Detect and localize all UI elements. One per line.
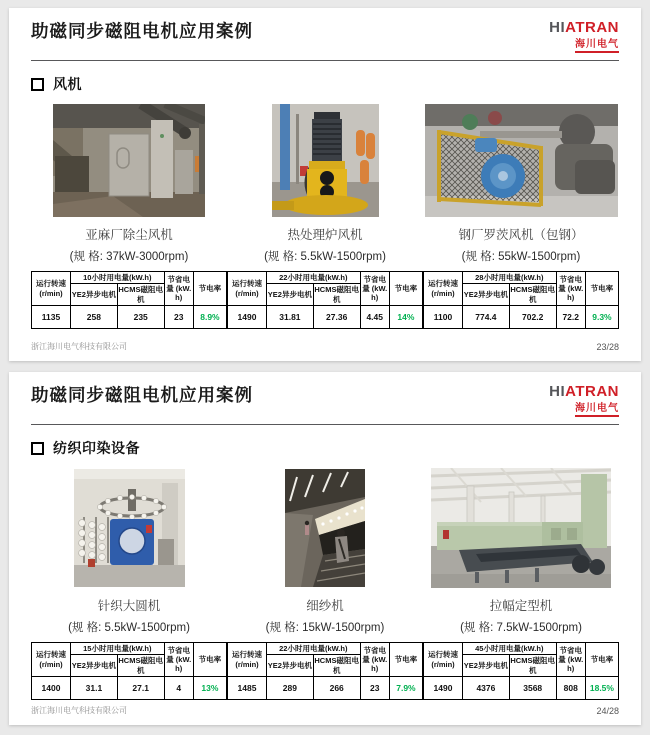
col-hcms: HCMS磁阻电机 bbox=[314, 285, 359, 304]
page-number: 24/28 bbox=[596, 706, 619, 716]
value-ye2: 31.1 bbox=[71, 677, 118, 700]
col-speed: 运行转速 (r/min) bbox=[32, 643, 71, 677]
col-usage: 10小时用电量(kW.h) bbox=[71, 272, 165, 284]
value-ye2: 258 bbox=[71, 306, 118, 329]
page-title: 助磁同步磁阻电机应用案例 bbox=[31, 21, 253, 41]
case-roots-blower bbox=[423, 104, 619, 329]
energy-saving-table bbox=[31, 271, 227, 329]
photo-circular-knitting-machine bbox=[74, 469, 185, 587]
hiatran-logo bbox=[549, 20, 619, 53]
square-bullet-icon bbox=[31, 78, 44, 91]
photo-roots-blower bbox=[425, 104, 618, 217]
value-saving: 23 bbox=[164, 306, 193, 329]
col-rate: 节电率 bbox=[585, 272, 618, 306]
value-ye2: 4376 bbox=[463, 677, 510, 700]
photo-frame bbox=[431, 468, 611, 588]
case-title: 钢厂罗茨风机（包钢） bbox=[458, 228, 584, 242]
col-usage: 45小时用电量(kW.h) bbox=[463, 643, 557, 655]
value-saving: 808 bbox=[556, 677, 585, 700]
case-stenter-machine bbox=[423, 468, 619, 700]
value-saving: 23 bbox=[360, 677, 389, 700]
value-hcms: 27.1 bbox=[117, 677, 164, 700]
case-title: 细纱机 bbox=[306, 599, 344, 613]
case-spec: (规 格: 5.5kW-1500rpm) bbox=[68, 622, 190, 634]
case-dust-collector-fan bbox=[31, 104, 227, 329]
case-row bbox=[31, 468, 619, 700]
col-saving: 节省电量 (kW.h) bbox=[360, 643, 389, 677]
table-row bbox=[424, 306, 619, 329]
value-speed: 1400 bbox=[32, 677, 71, 700]
col-rate: 节电率 bbox=[389, 643, 422, 677]
value-hcms: 235 bbox=[117, 306, 164, 329]
col-saving: 节省电量 (kW.h) bbox=[164, 643, 193, 677]
photo-stenter-machine bbox=[431, 468, 611, 588]
col-ye2: YE2异步电机 bbox=[71, 655, 118, 677]
table-row bbox=[424, 677, 619, 700]
col-saving: 节省电量 (kW.h) bbox=[556, 643, 585, 677]
photo-frame bbox=[272, 104, 379, 217]
energy-saving-table bbox=[227, 271, 423, 329]
value-rate: 9.3% bbox=[585, 306, 618, 329]
col-hcms: HCMS磁阻电机 bbox=[118, 285, 163, 304]
value-hcms: 702.2 bbox=[509, 306, 556, 329]
case-title: 拉幅定型机 bbox=[489, 599, 553, 613]
value-saving: 4.45 bbox=[360, 306, 389, 329]
value-speed: 1485 bbox=[228, 677, 267, 700]
page-number: 23/28 bbox=[596, 342, 619, 352]
photo-spinning-frame bbox=[285, 469, 365, 587]
case-row bbox=[31, 104, 619, 329]
col-ye2: YE2异步电机 bbox=[463, 655, 510, 677]
col-usage: 22小时用电量(kW.h) bbox=[267, 643, 361, 655]
photo-heat-treatment-furnace-fan bbox=[272, 104, 379, 217]
case-furnace-fan bbox=[227, 104, 423, 329]
slide-header bbox=[31, 8, 619, 53]
photo-frame bbox=[53, 104, 205, 217]
case-spec: (规 格: 37kW-3000rpm) bbox=[69, 251, 189, 263]
value-speed: 1135 bbox=[32, 306, 71, 329]
value-ye2: 31.81 bbox=[267, 306, 314, 329]
col-speed: 运行转速 (r/min) bbox=[228, 643, 267, 677]
slide-textile-applications bbox=[9, 372, 641, 725]
col-usage: 22小时用电量(kW.h) bbox=[267, 272, 361, 284]
col-speed: 运行转速 (r/min) bbox=[228, 272, 267, 306]
col-usage: 28小时用电量(kW.h) bbox=[463, 272, 557, 284]
col-ye2: YE2异步电机 bbox=[71, 284, 118, 306]
col-hcms: HCMS磁阻电机 bbox=[314, 656, 359, 675]
col-ye2: YE2异步电机 bbox=[267, 284, 314, 306]
hiatran-logo-subtitle: 海川电气 bbox=[575, 404, 619, 417]
section-heading-textile: 纺织印染设备 bbox=[31, 438, 619, 458]
value-ye2: 774.4 bbox=[463, 306, 510, 329]
case-spec: (规 格: 5.5kW-1500rpm) bbox=[264, 251, 386, 263]
square-bullet-icon bbox=[31, 442, 44, 455]
company-name: 浙江海川电气科技有限公司 bbox=[31, 706, 127, 715]
value-saving: 72.2 bbox=[556, 306, 585, 329]
col-speed: 运行转速 (r/min) bbox=[424, 643, 463, 677]
photo-frame bbox=[285, 468, 365, 588]
header-divider bbox=[31, 60, 619, 61]
value-ye2: 289 bbox=[267, 677, 314, 700]
col-rate: 节电率 bbox=[389, 272, 422, 306]
col-rate: 节电率 bbox=[193, 643, 226, 677]
col-rate: 节电率 bbox=[193, 272, 226, 306]
photo-frame bbox=[425, 104, 618, 217]
header-divider bbox=[31, 424, 619, 425]
slide-footer bbox=[31, 341, 619, 352]
col-saving: 节省电量 (kW.h) bbox=[556, 272, 585, 306]
col-ye2: YE2异步电机 bbox=[267, 655, 314, 677]
case-title: 热处理炉风机 bbox=[287, 228, 363, 242]
col-rate: 节电率 bbox=[585, 643, 618, 677]
section-heading-fans: 风机 bbox=[31, 74, 619, 94]
value-rate: 14% bbox=[389, 306, 422, 329]
value-rate: 8.9% bbox=[193, 306, 226, 329]
col-speed: 运行转速 (r/min) bbox=[32, 272, 71, 306]
energy-saving-table bbox=[31, 642, 227, 700]
col-hcms: HCMS磁阻电机 bbox=[510, 285, 555, 304]
case-title: 针织大圆机 bbox=[97, 599, 161, 613]
energy-saving-table bbox=[423, 271, 619, 329]
table-row bbox=[32, 677, 227, 700]
value-hcms: 266 bbox=[313, 677, 360, 700]
value-speed: 1490 bbox=[228, 306, 267, 329]
col-speed: 运行转速 (r/min) bbox=[424, 272, 463, 306]
hiatran-logo-wordmark: HIATRAN bbox=[549, 19, 619, 36]
photo-dust-collector-fan bbox=[53, 104, 205, 217]
case-spec: (规 格: 55kW-1500rpm) bbox=[461, 251, 581, 263]
col-hcms: HCMS磁阻电机 bbox=[118, 656, 163, 675]
page-title: 助磁同步磁阻电机应用案例 bbox=[31, 385, 253, 405]
hiatran-logo bbox=[549, 384, 619, 417]
value-saving: 4 bbox=[164, 677, 193, 700]
case-spinning-frame bbox=[227, 468, 423, 700]
case-spec: (规 格: 15kW-1500rpm) bbox=[265, 622, 385, 634]
case-circular-knitting-machine bbox=[31, 468, 227, 700]
value-speed: 1490 bbox=[424, 677, 463, 700]
table-row bbox=[228, 677, 423, 700]
col-saving: 节省电量 (kW.h) bbox=[164, 272, 193, 306]
company-name: 浙江海川电气科技有限公司 bbox=[31, 342, 127, 351]
value-rate: 13% bbox=[193, 677, 226, 700]
hiatran-logo-subtitle: 海川电气 bbox=[575, 40, 619, 53]
value-rate: 7.9% bbox=[389, 677, 422, 700]
table-row bbox=[228, 306, 423, 329]
slide-footer bbox=[31, 705, 619, 716]
table-row bbox=[32, 306, 227, 329]
hiatran-logo-wordmark: HIATRAN bbox=[549, 383, 619, 400]
value-rate: 18.5% bbox=[585, 677, 618, 700]
energy-saving-table bbox=[227, 642, 423, 700]
value-hcms: 27.36 bbox=[313, 306, 360, 329]
col-saving: 节省电量 (kW.h) bbox=[360, 272, 389, 306]
col-usage: 15小时用电量(kW.h) bbox=[71, 643, 165, 655]
col-hcms: HCMS磁阻电机 bbox=[510, 656, 555, 675]
value-speed: 1100 bbox=[424, 306, 463, 329]
energy-saving-table bbox=[423, 642, 619, 700]
case-title: 亚麻厂除尘风机 bbox=[85, 228, 173, 242]
slide-fan-applications bbox=[9, 8, 641, 361]
value-hcms: 3568 bbox=[509, 677, 556, 700]
col-ye2: YE2异步电机 bbox=[463, 284, 510, 306]
case-spec: (规 格: 7.5kW-1500rpm) bbox=[460, 622, 582, 634]
photo-frame bbox=[74, 468, 185, 588]
slide-header bbox=[31, 372, 619, 417]
